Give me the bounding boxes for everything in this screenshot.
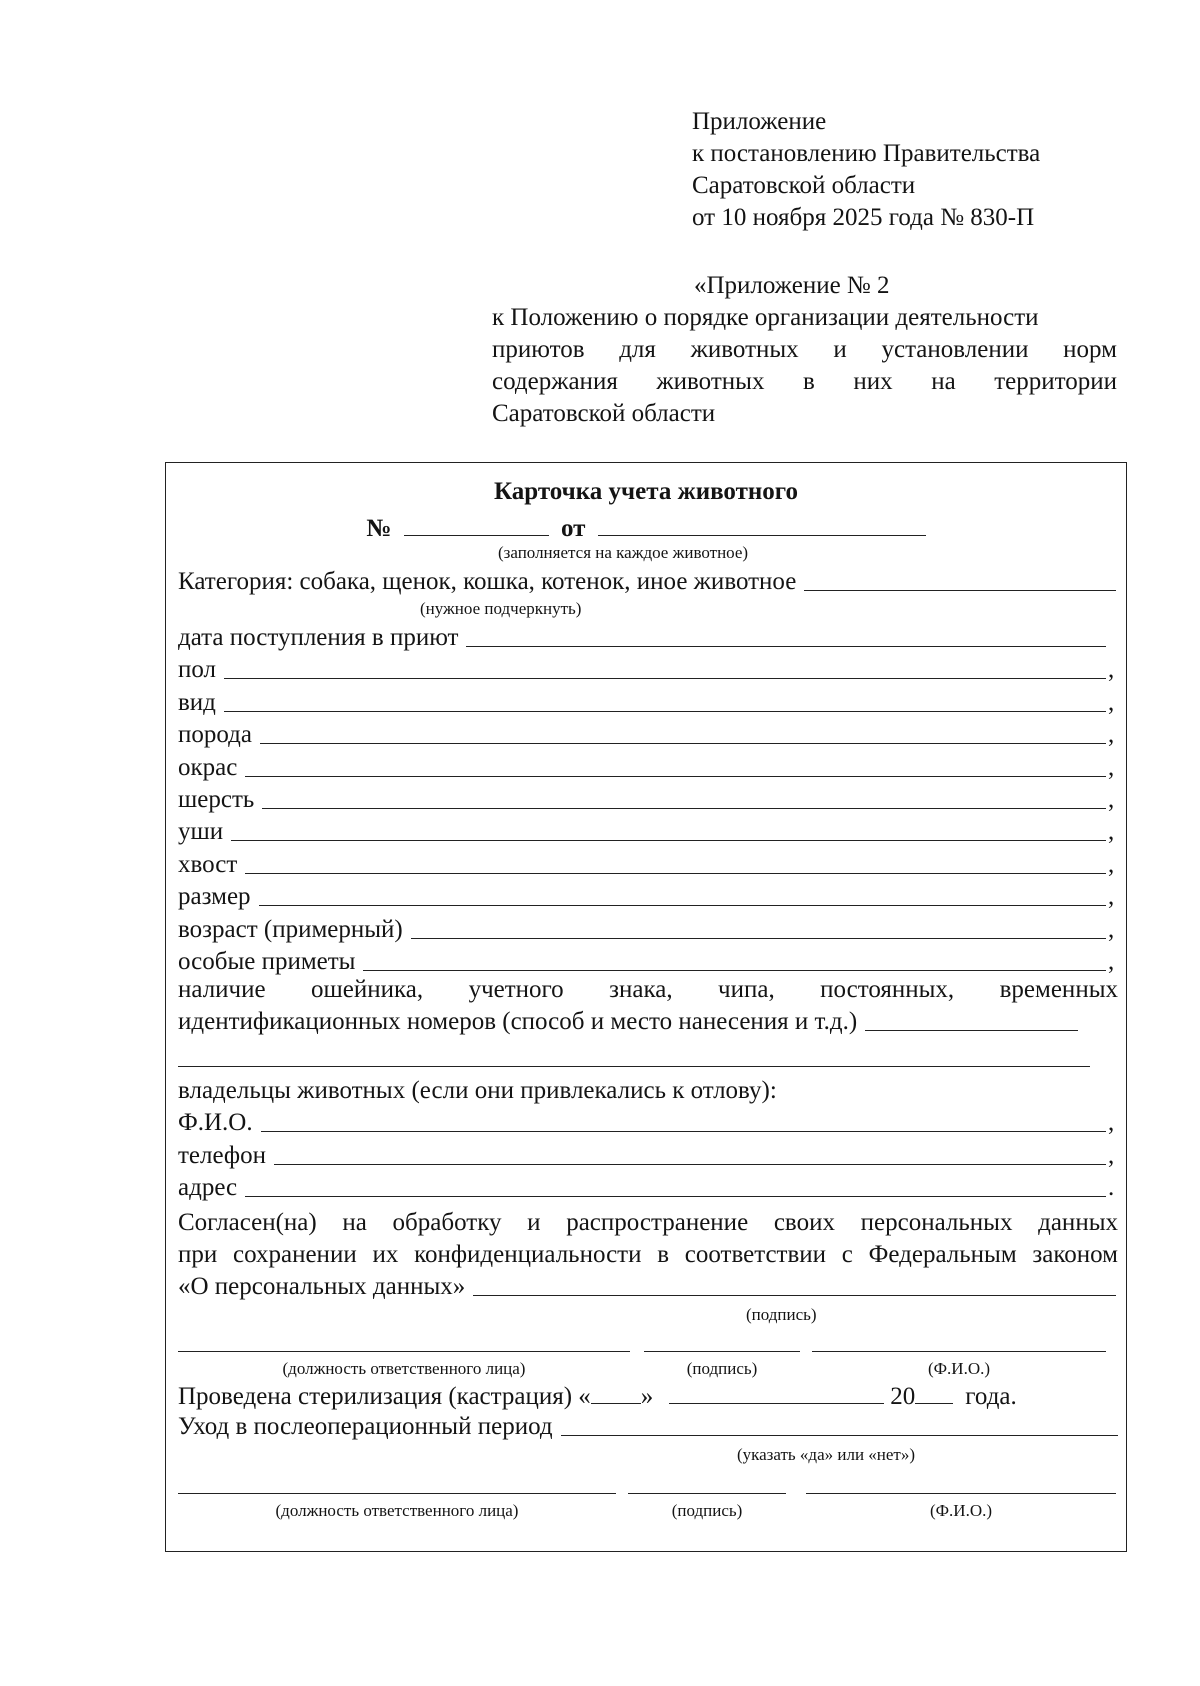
field-end-mark: , <box>1108 883 1115 911</box>
field-end-mark: , <box>1108 786 1115 813</box>
annex-line: «Приложение № 2 <box>694 272 890 299</box>
field-row <box>178 881 1118 913</box>
field-row <box>178 687 1118 719</box>
field-row <box>178 719 1118 751</box>
consent-line-3: «О персональных данных» <box>178 1273 466 1300</box>
field-line[interactable] <box>245 849 1106 874</box>
field-label: размер <box>178 883 251 911</box>
field-label: возраст (примерный) <box>178 915 403 943</box>
owner-field-row <box>178 1140 1118 1172</box>
fill-note: (заполняется на каждое животное) <box>498 543 749 562</box>
field-row <box>178 752 1118 784</box>
annex-line: содержания животных в них на территории <box>492 368 1117 395</box>
field-label: шерсть <box>178 786 255 813</box>
month-blank[interactable] <box>669 1379 884 1404</box>
appendix-line: к постановлению Правительства <box>692 140 1041 167</box>
quote-close: » <box>640 1383 654 1410</box>
field-line[interactable] <box>245 1172 1106 1197</box>
fio-caption: (Ф.И.О.) <box>927 1359 991 1378</box>
field-row <box>178 816 1118 848</box>
year-prefix: 20 <box>890 1383 916 1410</box>
owner-field-row <box>178 1172 1118 1204</box>
field-end-mark: , <box>1108 753 1115 781</box>
field-label: дата поступления в приют <box>178 624 459 651</box>
annex-line: к Положению о порядке организации деятельности <box>492 304 1039 331</box>
animal-record-card <box>165 462 1127 1552</box>
field-end-mark: , <box>1108 915 1115 943</box>
field-line[interactable] <box>363 946 1106 971</box>
number-label: № <box>366 515 392 542</box>
id-line-blank[interactable] <box>865 1006 1078 1031</box>
field-line[interactable] <box>274 1140 1106 1165</box>
field-end-mark: , <box>1108 721 1115 749</box>
field-line[interactable] <box>466 622 1106 647</box>
card-number-row <box>166 511 1126 546</box>
field-label: Ф.И.О. <box>178 1109 253 1136</box>
field-end-mark: , <box>1108 818 1115 846</box>
field-label: пол <box>178 656 217 684</box>
field-label: хвост <box>178 850 238 878</box>
consent-signature-line[interactable] <box>473 1271 1116 1296</box>
postop-line[interactable] <box>561 1411 1118 1436</box>
consent-line-2: при сохранении их конфиденциальности в соответствии с Федеральным законом <box>178 1241 1118 1268</box>
appendix-line: от 10 ноября 2025 года № 830-П <box>692 204 1035 231</box>
annex-line: приютов для животных и установлении норм <box>492 336 1117 363</box>
field-line[interactable] <box>245 752 1106 777</box>
consent-line-3-row <box>178 1271 1118 1303</box>
signature-caption: (подпись) <box>746 1305 817 1324</box>
id-extra-line[interactable] <box>178 1066 1090 1067</box>
field-line[interactable] <box>224 654 1106 679</box>
field-line[interactable] <box>231 816 1106 841</box>
annex-line: Саратовской области <box>492 400 716 427</box>
field-line[interactable] <box>224 687 1106 712</box>
sterilization-label: Проведена стерилизация (кастрация) « <box>178 1383 591 1410</box>
field-end-mark: , <box>1108 688 1115 716</box>
fio-caption-2: (Ф.И.О.) <box>929 1501 993 1520</box>
position-caption: (должность ответственного лица) <box>282 1359 526 1378</box>
field-line[interactable] <box>261 1107 1106 1132</box>
owners-label: владельцы животных (если они привлекались к отлову): <box>178 1077 777 1104</box>
owner-field-row <box>178 1107 1118 1139</box>
card-title: Карточка учета животного <box>493 478 799 505</box>
field-label: вид <box>178 688 216 716</box>
postop-note: (указать «да» или «нет») <box>736 1445 916 1464</box>
field-label: порода <box>178 721 252 749</box>
date-blank[interactable] <box>598 511 926 536</box>
field-label: адрес <box>178 1174 238 1201</box>
sterilization-row <box>178 1379 1118 1411</box>
annex-stamp <box>492 270 1117 430</box>
field-label: уши <box>178 818 224 846</box>
position-caption-2: (должность ответственного лица) <box>275 1501 519 1520</box>
day-blank[interactable] <box>591 1379 641 1404</box>
field-end-mark: . <box>1108 1174 1115 1201</box>
field-end-mark: , <box>1108 656 1115 684</box>
from-label: от <box>560 515 586 542</box>
field-end-mark: , <box>1108 948 1115 975</box>
position-line[interactable] <box>178 1351 630 1352</box>
id-line-2: идентификационных номеров (способ и место нанесения и т.д.) <box>178 1008 858 1035</box>
sign-line[interactable] <box>644 1351 800 1352</box>
field-label: телефон <box>178 1141 266 1169</box>
consent-line-1: Согласен(на) на обработку и распространение своих персональных данных <box>178 1209 1118 1236</box>
field-end-mark: , <box>1108 850 1115 878</box>
field-end-mark: , <box>1108 1109 1115 1136</box>
category-row <box>178 566 1118 598</box>
postop-row <box>178 1411 1118 1443</box>
field-line[interactable] <box>411 914 1106 939</box>
appendix-line: Саратовской области <box>692 172 916 199</box>
sign-caption-2: (подпись) <box>671 1501 743 1520</box>
field-line[interactable] <box>262 784 1106 809</box>
appendix-line: Приложение <box>692 108 827 135</box>
position-line-2[interactable] <box>178 1493 616 1494</box>
field-label: особые приметы <box>178 948 356 975</box>
field-row <box>178 914 1118 946</box>
field-row <box>178 622 1118 654</box>
field-line[interactable] <box>259 881 1106 906</box>
owners-row <box>178 1075 1118 1107</box>
field-label: окрас <box>178 753 238 781</box>
category-label: Категория: собака, щенок, кошка, котенок, иное животное <box>178 568 797 595</box>
field-row <box>178 849 1118 881</box>
underline-note: (нужное подчеркнуть) <box>420 599 582 618</box>
fio-line-2[interactable] <box>806 1493 1116 1494</box>
field-line[interactable] <box>260 719 1106 744</box>
field-end-mark: , <box>1108 1141 1115 1169</box>
number-blank[interactable] <box>404 511 549 536</box>
year-suffix: года. <box>965 1383 1017 1410</box>
fio-line[interactable] <box>812 1351 1106 1352</box>
field-row <box>178 784 1118 816</box>
id-line-2-row <box>178 1006 1118 1038</box>
sign-caption: (подпись) <box>686 1359 758 1378</box>
year-blank[interactable] <box>915 1379 953 1404</box>
appendix-stamp <box>692 106 1040 234</box>
sign-line-2[interactable] <box>628 1493 786 1494</box>
field-row <box>178 654 1118 686</box>
category-line[interactable] <box>804 566 1116 591</box>
id-line-1: наличие ошейника, учетного знака, чипа, постоянных, временных <box>178 976 1118 1003</box>
postop-label: Уход в послеоперационный период <box>178 1413 553 1440</box>
